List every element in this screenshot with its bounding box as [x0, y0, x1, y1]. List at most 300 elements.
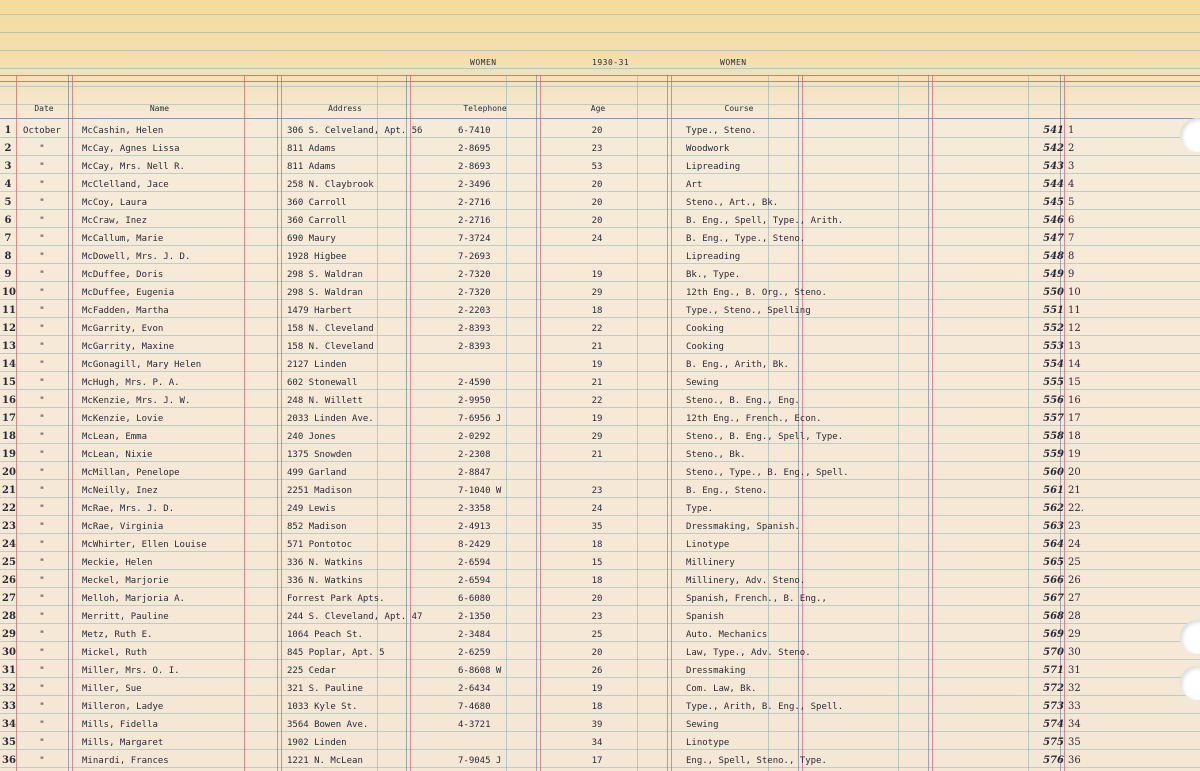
row-date: "	[39, 378, 45, 388]
ledger-row	[0, 698, 1200, 716]
row-name: Miller, Sue	[82, 684, 142, 694]
ledger-row	[0, 428, 1200, 446]
row-telephone: 2-2203	[458, 306, 491, 316]
row-register-number: 567	[1043, 593, 1064, 604]
row-date: "	[39, 198, 45, 208]
row-name: McCallum, Marie	[82, 234, 164, 244]
row-date: "	[39, 234, 45, 244]
row-course: B. Eng., Type., Steno.	[686, 234, 806, 244]
row-date: "	[39, 144, 45, 154]
row-number: 13	[2, 341, 16, 352]
row-date: "	[39, 288, 45, 298]
row-address: 248 N. Willett	[287, 396, 363, 406]
row-age: 53	[591, 162, 603, 172]
row-date: "	[39, 486, 45, 496]
row-name: McCay, Agnes Lissa	[82, 144, 180, 154]
row-date: "	[39, 666, 45, 676]
row-number: 23	[2, 521, 16, 532]
row-number: 35	[2, 737, 16, 748]
column-header-date: Date	[34, 104, 54, 113]
row-telephone: 6-8608 W	[458, 666, 502, 676]
ledger-row	[0, 752, 1200, 770]
row-register-number: 547	[1043, 233, 1064, 244]
row-name: McNeilly, Inez	[82, 486, 158, 496]
ledger-row	[0, 392, 1200, 410]
row-age: 20	[591, 198, 603, 208]
row-register-number: 568	[1043, 611, 1064, 622]
row-name: Merritt, Pauline	[82, 612, 169, 622]
row-name: McCraw, Inez	[82, 216, 148, 226]
row-number: 9	[4, 269, 12, 280]
row-number: 1	[4, 125, 12, 136]
row-right-number: 4	[1068, 179, 1075, 190]
row-address: Forrest Park Apts.	[287, 594, 385, 604]
row-date: "	[39, 450, 45, 460]
row-telephone: 2-2716	[458, 198, 491, 208]
ledger-row	[0, 338, 1200, 356]
row-number: 20	[2, 467, 16, 478]
row-telephone: 2-8693	[458, 162, 491, 172]
row-age: 15	[591, 558, 603, 568]
row-address: 1221 N. McLean	[287, 756, 363, 766]
row-address: 2127 Linden	[287, 360, 347, 370]
row-number: 26	[2, 575, 16, 586]
row-course: B. Eng., Spell, Type., Arith.	[686, 216, 844, 226]
row-date: "	[39, 702, 45, 712]
ledger-row	[0, 482, 1200, 500]
header-rule	[0, 118, 1200, 119]
row-address: 2251 Madison	[287, 486, 353, 496]
row-right-number: 2	[1068, 143, 1075, 154]
row-date: "	[39, 396, 45, 406]
row-date: "	[39, 522, 45, 532]
row-course: Type.	[686, 504, 714, 514]
row-age: 25	[591, 630, 603, 640]
row-register-number: 541	[1043, 125, 1064, 136]
ledger-row	[0, 446, 1200, 464]
row-right-number: 23	[1068, 521, 1081, 532]
row-age: 20	[591, 216, 603, 226]
row-date: "	[39, 252, 45, 262]
ledger-row	[0, 464, 1200, 482]
row-address: 336 N. Watkins	[287, 576, 363, 586]
row-name: Metz, Ruth E.	[82, 630, 153, 640]
row-register-number: 544	[1043, 179, 1064, 190]
row-course: Art	[686, 180, 703, 190]
row-register-number: 570	[1043, 647, 1064, 658]
row-course: Cooking	[686, 342, 724, 352]
row-name: McClelland, Jace	[82, 180, 169, 190]
row-name: Mickel, Ruth	[82, 648, 148, 658]
row-date: "	[39, 270, 45, 280]
ledger-row	[0, 500, 1200, 518]
row-telephone: 2-1350	[458, 612, 491, 622]
row-age: 21	[591, 378, 603, 388]
row-register-number: 548	[1043, 251, 1064, 262]
row-name: McMillan, Penelope	[82, 468, 180, 478]
row-course: Lipreading	[686, 252, 741, 262]
row-address: 811 Adams	[287, 144, 336, 154]
row-register-number: 572	[1043, 683, 1064, 694]
row-name: Mills, Fidella	[82, 720, 158, 730]
row-name: McFadden, Martha	[82, 306, 169, 316]
row-telephone: 2-2716	[458, 216, 491, 226]
row-address: 1064 Peach St.	[287, 630, 363, 640]
row-right-number: 19	[1068, 449, 1081, 460]
row-address: 1479 Harbert	[287, 306, 353, 316]
ledger-row	[0, 140, 1200, 158]
row-address: 845 Poplar, Apt. 5	[287, 648, 385, 658]
row-telephone: 2-2308	[458, 450, 491, 460]
row-age: 22	[591, 324, 603, 334]
row-name: Mills, Margaret	[82, 738, 164, 748]
row-date: "	[39, 684, 45, 694]
row-date: "	[39, 558, 45, 568]
row-register-number: 552	[1043, 323, 1064, 334]
row-age: 39	[591, 720, 603, 730]
row-telephone: 7-4680	[458, 702, 491, 712]
row-date: "	[39, 360, 45, 370]
row-name: McHugh, Mrs. P. A.	[82, 378, 180, 388]
ledger-row	[0, 122, 1200, 140]
row-right-number: 10	[1068, 287, 1081, 298]
row-right-number: 30	[1068, 647, 1081, 658]
row-course: Steno., Art., Bk.	[686, 198, 779, 208]
row-register-number: 545	[1043, 197, 1064, 208]
header-left-label: WOMEN	[470, 58, 497, 67]
row-right-number: 11	[1068, 305, 1081, 316]
row-number: 10	[2, 287, 16, 298]
row-number: 30	[2, 647, 16, 658]
ledger-row	[0, 410, 1200, 428]
row-course: 12th Eng., French., Econ.	[686, 414, 822, 424]
ledger-row	[0, 356, 1200, 374]
row-number: 31	[2, 665, 16, 676]
row-address: 852 Madison	[287, 522, 347, 532]
row-number: 7	[4, 233, 12, 244]
row-address: 1928 Higbee	[287, 252, 347, 262]
row-date: "	[39, 306, 45, 316]
row-address: 336 N. Watkins	[287, 558, 363, 568]
row-address: 360 Carroll	[287, 216, 347, 226]
row-name: McGarrity, Evon	[82, 324, 164, 334]
row-right-number: 13	[1068, 341, 1081, 352]
row-address: 306 S. Celveland, Apt. 56	[287, 126, 423, 136]
row-telephone: 2-4590	[458, 378, 491, 388]
row-name: McGarrity, Maxine	[82, 342, 175, 352]
row-age: 20	[591, 594, 603, 604]
row-address: 298 S. Waldran	[287, 288, 363, 298]
row-telephone: 2-8393	[458, 342, 491, 352]
row-address: 240 Jones	[287, 432, 336, 442]
row-address: 244 S. Cleveland, Apt. 47	[287, 612, 423, 622]
row-date: "	[39, 612, 45, 622]
ledger-row	[0, 662, 1200, 680]
row-register-number: 557	[1043, 413, 1064, 424]
row-name: Minardi, Frances	[82, 756, 169, 766]
row-date: "	[39, 468, 45, 478]
row-register-number: 558	[1043, 431, 1064, 442]
row-number: 2	[4, 143, 12, 154]
row-age: 18	[591, 306, 603, 316]
ledger-row	[0, 176, 1200, 194]
row-telephone: 7-1040 W	[458, 486, 502, 496]
row-telephone: 2-8695	[458, 144, 491, 154]
row-telephone: 7-9045 J	[458, 756, 502, 766]
row-course: Bk., Type.	[686, 270, 741, 280]
row-age: 35	[591, 522, 603, 532]
row-number: 5	[4, 197, 12, 208]
row-course: Linotype	[686, 540, 730, 550]
row-register-number: 561	[1043, 485, 1064, 496]
row-address: 1375 Snowden	[287, 450, 353, 460]
row-age: 20	[591, 180, 603, 190]
row-number: 18	[2, 431, 16, 442]
row-age: 20	[591, 126, 603, 136]
row-register-number: 560	[1043, 467, 1064, 478]
row-name: McKenzie, Lovie	[82, 414, 164, 424]
ledger-row	[0, 572, 1200, 590]
row-number: 3	[4, 161, 12, 172]
row-name: McDowell, Mrs. J. D.	[82, 252, 191, 262]
row-address: 2033 Linden Ave.	[287, 414, 374, 424]
row-course: Steno., B. Eng., Eng.	[686, 396, 800, 406]
row-name: Melloh, Marjoria A.	[82, 594, 185, 604]
row-number: 34	[2, 719, 16, 730]
row-telephone: 2-8847	[458, 468, 491, 478]
row-number: 32	[2, 683, 16, 694]
row-telephone: 6-6080	[458, 594, 491, 604]
row-address: 571 Pontotoc	[287, 540, 353, 550]
row-register-number: 550	[1043, 287, 1064, 298]
ledger-row	[0, 734, 1200, 752]
row-age: 26	[591, 666, 603, 676]
row-right-number: 24	[1068, 539, 1081, 550]
row-number: 28	[2, 611, 16, 622]
row-course: Law, Type., Adv. Steno.	[686, 648, 811, 658]
row-telephone: 2-7320	[458, 270, 491, 280]
row-right-number: 14	[1068, 359, 1081, 370]
row-right-number: 9	[1068, 269, 1075, 280]
ledger-row	[0, 302, 1200, 320]
row-age: 19	[591, 684, 603, 694]
row-right-number: 21	[1068, 485, 1081, 496]
row-address: 249 Lewis	[287, 504, 336, 514]
row-right-number: 34	[1068, 719, 1081, 730]
row-date: "	[39, 630, 45, 640]
row-name: McCashin, Helen	[82, 126, 164, 136]
row-name: McKenzie, Mrs. J. W.	[82, 396, 191, 406]
row-telephone: 7-6956 J	[458, 414, 502, 424]
row-telephone: 2-0292	[458, 432, 491, 442]
row-telephone: 7-3724	[458, 234, 491, 244]
row-number: 22	[2, 503, 16, 514]
ledger-row	[0, 716, 1200, 734]
row-telephone: 2-3484	[458, 630, 491, 640]
ledger-row	[0, 374, 1200, 392]
row-number: 24	[2, 539, 16, 550]
row-right-number: 22.	[1068, 503, 1084, 514]
row-age: 22	[591, 396, 603, 406]
row-age: 18	[591, 540, 603, 550]
row-name: McRae, Virginia	[82, 522, 164, 532]
row-register-number: 543	[1043, 161, 1064, 172]
ledger-row	[0, 644, 1200, 662]
ledger-row	[0, 590, 1200, 608]
row-right-number: 16	[1068, 395, 1081, 406]
row-right-number: 26	[1068, 575, 1081, 586]
row-number: 11	[2, 305, 16, 316]
row-age: 21	[591, 342, 603, 352]
header-year: 1930-31	[592, 58, 630, 67]
ledger-row	[0, 554, 1200, 572]
row-register-number: 563	[1043, 521, 1064, 532]
row-address: 602 Stonewall	[287, 378, 358, 388]
row-course: Spanish	[686, 612, 724, 622]
ledger-row	[0, 608, 1200, 626]
row-right-number: 12	[1068, 323, 1081, 334]
row-course: Com. Law, Bk.	[686, 684, 757, 694]
row-course: Dressmaking, Spanish.	[686, 522, 800, 532]
row-course: Type., Steno.	[686, 126, 757, 136]
row-number: 14	[2, 359, 16, 370]
row-age: 20	[591, 648, 603, 658]
row-right-number: 5	[1068, 197, 1075, 208]
row-register-number: 553	[1043, 341, 1064, 352]
row-right-number: 17	[1068, 413, 1081, 424]
row-register-number: 559	[1043, 449, 1064, 460]
top-rule-2	[0, 81, 1200, 82]
row-telephone: 2-6434	[458, 684, 491, 694]
row-telephone: 2-6259	[458, 648, 491, 658]
row-age: 23	[591, 612, 603, 622]
row-telephone: 2-6594	[458, 576, 491, 586]
row-course: Sewing	[686, 378, 719, 388]
ledger-row	[0, 266, 1200, 284]
row-course: Millinery, Adv. Steno.	[686, 576, 806, 586]
ledger-row	[0, 320, 1200, 338]
column-header-course: Course	[724, 104, 754, 113]
row-age: 19	[591, 414, 603, 424]
row-number: 21	[2, 485, 16, 496]
row-name: McDuffee, Eugenia	[82, 288, 175, 298]
row-register-number: 565	[1043, 557, 1064, 568]
row-right-number: 36	[1068, 755, 1081, 766]
row-course: Linotype	[686, 738, 730, 748]
row-address: 158 N. Cleveland	[287, 342, 374, 352]
row-right-number: 27	[1068, 593, 1081, 604]
row-age: 23	[591, 144, 603, 154]
ledger-row	[0, 158, 1200, 176]
top-rule	[0, 75, 1200, 76]
row-telephone: 2-7320	[458, 288, 491, 298]
row-course: B. Eng., Arith, Bk.	[686, 360, 789, 370]
row-register-number: 573	[1043, 701, 1064, 712]
row-register-number: 566	[1043, 575, 1064, 586]
row-name: Meckel, Marjorie	[82, 576, 169, 586]
row-age: 29	[591, 288, 603, 298]
row-course: Millinery	[686, 558, 735, 568]
row-register-number: 575	[1043, 737, 1064, 748]
row-register-number: 555	[1043, 377, 1064, 388]
row-name: McGonagill, Mary Helen	[82, 360, 202, 370]
row-register-number: 542	[1043, 143, 1064, 154]
row-number: 15	[2, 377, 16, 388]
row-right-number: 15	[1068, 377, 1081, 388]
row-register-number: 554	[1043, 359, 1064, 370]
row-age: 19	[591, 270, 603, 280]
row-right-number: 20	[1068, 467, 1081, 478]
row-right-number: 7	[1068, 233, 1075, 244]
row-date: "	[39, 720, 45, 730]
row-age: 29	[591, 432, 603, 442]
row-date: "	[39, 504, 45, 514]
row-name: McLean, Nixie	[82, 450, 153, 460]
row-register-number: 576	[1043, 755, 1064, 766]
row-address: 258 N. Claybrook	[287, 180, 374, 190]
row-right-number: 29	[1068, 629, 1081, 640]
row-date: "	[39, 432, 45, 442]
column-header-address: Address	[328, 104, 362, 113]
ledger-row	[0, 680, 1200, 698]
row-course: Spanish, French., B. Eng.,	[686, 594, 827, 604]
row-right-number: 31	[1068, 665, 1081, 676]
row-date: "	[39, 324, 45, 334]
row-name: McLean, Emma	[82, 432, 148, 442]
row-age: 21	[591, 450, 603, 460]
row-telephone: 8-2429	[458, 540, 491, 550]
row-right-number: 35	[1068, 737, 1081, 748]
row-address: 360 Carroll	[287, 198, 347, 208]
column-header-age: Age	[590, 104, 606, 113]
row-register-number: 556	[1043, 395, 1064, 406]
row-number: 29	[2, 629, 16, 640]
row-name: Milleron, Ladye	[82, 702, 164, 712]
row-age: 19	[591, 360, 603, 370]
row-address: 499 Garland	[287, 468, 347, 478]
row-course: Dressmaking	[686, 666, 746, 676]
ledger-row	[0, 212, 1200, 230]
ledger-row	[0, 284, 1200, 302]
row-address: 811 Adams	[287, 162, 336, 172]
row-address: 321 S. Pauline	[287, 684, 363, 694]
row-right-number: 3	[1068, 161, 1075, 172]
row-number: 17	[2, 413, 16, 424]
row-telephone: 2-3358	[458, 504, 491, 514]
row-number: 36	[2, 755, 16, 766]
row-course: B. Eng., Steno.	[686, 486, 768, 496]
row-date: "	[39, 540, 45, 550]
row-age: 23	[591, 486, 603, 496]
row-number: 12	[2, 323, 16, 334]
row-telephone: 6-7410	[458, 126, 491, 136]
row-name: McCoy, Laura	[82, 198, 148, 208]
row-telephone: 2-9950	[458, 396, 491, 406]
ledger-row	[0, 626, 1200, 644]
row-number: 25	[2, 557, 16, 568]
row-course: Cooking	[686, 324, 724, 334]
row-address: 158 N. Cleveland	[287, 324, 374, 334]
row-age: 24	[591, 234, 603, 244]
row-course: Auto. Mechanics	[686, 630, 768, 640]
row-number: 8	[4, 251, 12, 262]
row-date: "	[39, 180, 45, 190]
row-address: 1033 Kyle St.	[287, 702, 358, 712]
row-telephone: 4-3721	[458, 720, 491, 730]
row-name: Meckie, Helen	[82, 558, 153, 568]
row-age: 18	[591, 576, 603, 586]
row-date: "	[39, 594, 45, 604]
